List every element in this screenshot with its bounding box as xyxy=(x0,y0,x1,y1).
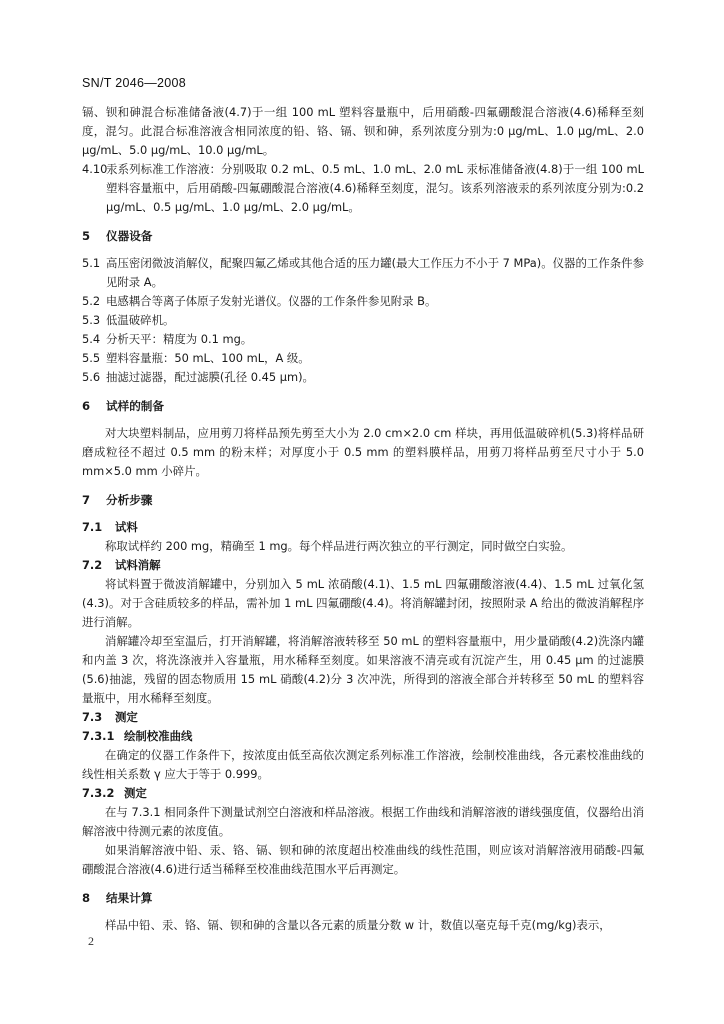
section-number: 7.2 xyxy=(82,558,103,572)
section-7-3-1-paragraph: 在确定的仪器工作条件下，按浓度由低至高依次测定系列标准工作溶液，绘制校准曲线，各元素校准曲线的线性相关系数 γ 应大于等于 0.999。 xyxy=(82,748,644,781)
item-number: 5.1 xyxy=(82,256,101,270)
section-7-2-paragraph-2: 消解罐冷却至室温后，打开消解罐，将消解溶液转移至 50 mL 的塑料容量瓶中，用少量硝酸(4.2)洗涤内罐和内盖 3 次，将洗涤液并入容量瓶，用水稀释至刻度。如果溶液不清亮或有沉淀产生，用 0.45 μm 的过滤膜(5.6)抽滤，残留的固态物质用 15 mL 硝酸(4.2)分 3 次冲洗，所得到的溶液全部合并转移至 50 mL 的塑料容量瓶中，用水稀释至刻度。 xyxy=(82,634,644,705)
section-7-2-paragraph-1: 将试料置于微波消解罐中，分别加入 5 mL 浓硝酸(4.1)、1.5 mL 四氟硼酸溶液(4.4)、1.5 mL 过氧化氢(4.3)。对于含硅质较多的样品，需补加 1 mL 四氟硼酸(4.4)。将消解罐封闭，按照附录 A 给出的微波消解程序进行消解。 xyxy=(82,577,644,629)
item-4-10 xyxy=(82,160,644,217)
item-number: 5.6 xyxy=(82,370,101,384)
section-title: 试样的制备 xyxy=(106,399,164,413)
item-number: 4.10 xyxy=(82,162,108,176)
section-number: 7.1 xyxy=(82,520,103,534)
section-8-paragraph: 样品中铅、汞、铬、镉、钡和砷的含量以各元素的质量分数 w 计，数值以毫克每千克(mg/kg)表示， xyxy=(105,918,611,932)
section-7-3-heading xyxy=(82,708,644,727)
item-number: 5.4 xyxy=(82,332,101,346)
section-8-heading xyxy=(82,889,644,908)
item-5-6 xyxy=(82,368,644,387)
page-number: 2 xyxy=(88,934,94,948)
section-6-paragraph: 对大块塑料制品，应用剪刀将样品预先剪至大小为 2.0 cm×2.0 cm 样块，再用低温破碎机(5.3)将样品研磨成粒径不超过 0.5 mm 的粉末样；对厚度小于 0.5 mm 的塑料膜样品，用剪刀将样品剪至尺寸小于 5.0 mm×5.0 mm 小碎片。 xyxy=(82,426,644,478)
section-number: 5 xyxy=(82,229,91,243)
section-7-3-2-paragraph-2: 如果消解溶液中铅、汞、铬、镉、钡和砷的浓度超出校准曲线的线性范围，则应该对消解溶液用硝酸-四氟硼酸混合溶液(4.6)进行适当稀释至校准曲线范围水平后再测定。 xyxy=(82,843,644,876)
section-number: 7 xyxy=(82,493,91,507)
item-5-5 xyxy=(82,349,644,368)
section-title: 仪器设备 xyxy=(106,229,153,243)
section-title: 结果计算 xyxy=(106,891,153,905)
item-5-3 xyxy=(82,311,644,330)
section-title: 绘制校准曲线 xyxy=(124,729,193,743)
section-7-3-2-paragraph-1: 在与 7.3.1 相同条件下测量试剂空白溶液和样品溶液。根据工作曲线和消解溶液的谱线强度值，仪器给出消解溶液中待测元素的浓度值。 xyxy=(82,805,644,838)
item-text: 抽滤过滤器，配过滤膜(孔径 0.45 μm)。 xyxy=(106,370,314,384)
section-number: 8 xyxy=(82,891,91,905)
section-title: 分析步骤 xyxy=(106,493,153,507)
intro-paragraph: 镉、钡和砷混合标准储备液(4.7)于一组 100 mL 塑料容量瓶中，后用硝酸-四氟硼酸混合溶液(4.6)稀释至刻度，混匀。此混合标准溶液含相同浓度的铅、铬、镉、钡和砷，系列浓度分别为:0 μg/mL、1.0 μg/mL、2.0 μg/mL、5.0 μg/mL、10.0 μg/mL。 xyxy=(82,105,644,157)
section-number: 7.3.1 xyxy=(82,729,115,743)
item-text: 低温破碎机。 xyxy=(106,313,175,327)
section-6-heading xyxy=(82,397,644,416)
item-number: 5.2 xyxy=(82,294,101,308)
section-number: 7.3.2 xyxy=(82,786,115,800)
section-7-2-heading xyxy=(82,556,644,575)
standard-code-header: SN/T 2046—2008 xyxy=(82,76,187,90)
item-text: 电感耦合等离子体原子发射光谱仪。仪器的工作条件参见附录 B。 xyxy=(106,294,437,308)
section-title: 测定 xyxy=(115,710,138,724)
item-text: 汞系列标准工作溶液：分别吸取 0.2 mL、0.5 mL、1.0 mL、2.0 mL 汞标准储备液(4.8)于一组 100 mL 塑料容量瓶中，后用硝酸-四氟硼酸混合溶液(4.6)稀释至刻度，混匀。该系列溶液汞的系列浓度分别为:0.2 μg/mL、0.5 μg/mL、1.0 μg/mL、2.0 μg/mL。 xyxy=(106,162,644,214)
section-5-heading xyxy=(82,227,644,246)
item-text: 高压密闭微波消解仪，配聚四氟乙烯或其他合适的压力罐(最大工作压力不小于 7 MPa)。仪器的工作条件参见附录 A。 xyxy=(106,256,644,289)
section-number: 7.3 xyxy=(82,710,103,724)
item-text: 分析天平：精度为 0.1 mg。 xyxy=(106,332,253,346)
section-7-3-1-heading xyxy=(82,727,644,746)
section-title: 试料 xyxy=(115,520,138,534)
section-7-heading xyxy=(82,491,644,510)
section-7-1-heading xyxy=(82,518,644,537)
item-number: 5.5 xyxy=(82,351,101,365)
item-5-1 xyxy=(82,254,644,292)
section-number: 6 xyxy=(82,399,91,413)
section-7-3-2-heading xyxy=(82,784,644,803)
item-5-4 xyxy=(82,330,644,349)
section-title: 测定 xyxy=(124,786,147,800)
item-5-2 xyxy=(82,292,644,311)
section-title: 试料消解 xyxy=(115,558,161,572)
item-text: 塑料容量瓶：50 mL、100 mL，A 级。 xyxy=(106,351,310,365)
document-body xyxy=(82,103,644,935)
item-number: 5.3 xyxy=(82,313,101,327)
section-7-1-paragraph: 称取试样约 200 mg，精确至 1 mg。每个样品进行两次独立的平行测定，同时做空白实验。 xyxy=(105,539,573,553)
